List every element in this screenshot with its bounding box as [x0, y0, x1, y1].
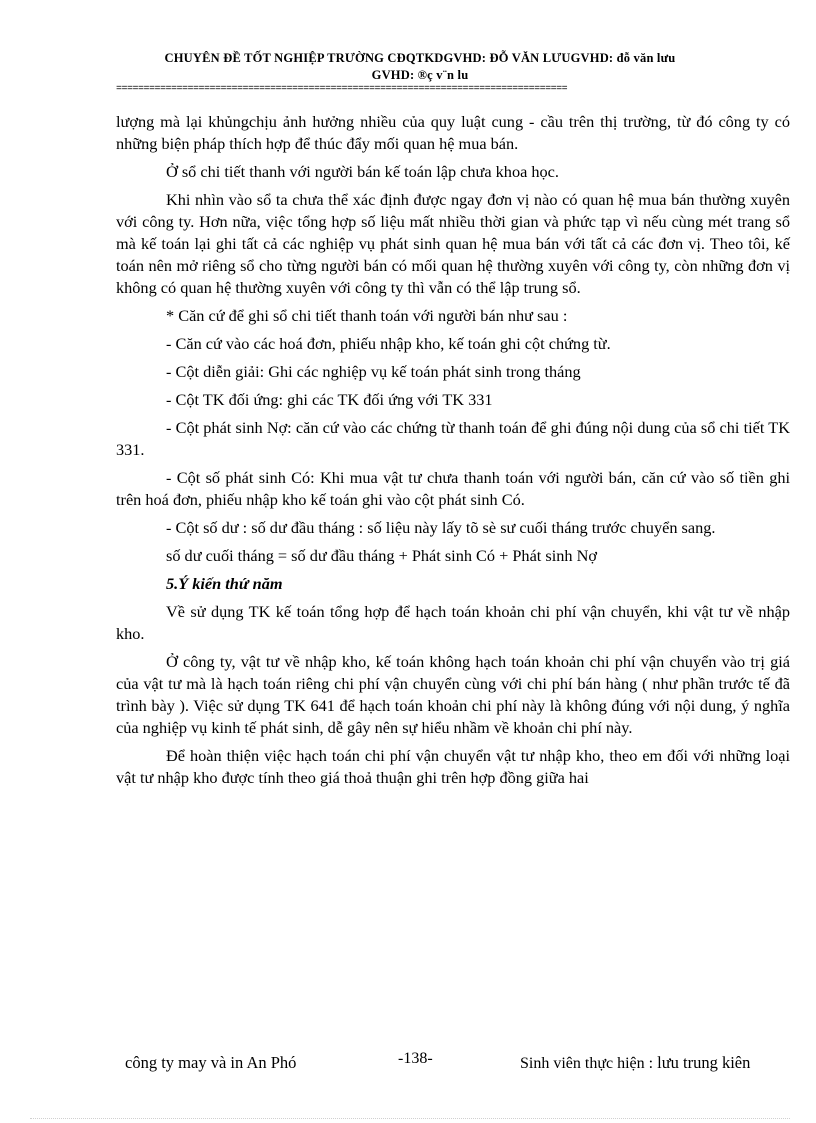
- paragraph: - Cột số dư : số dư đầu tháng : số liệu này lấy tõ sè sư cuối tháng trước chuyển sang.: [166, 518, 716, 537]
- paragraph: Để hoàn thiện việc hạch toán chi phí vận chuyển vật tư nhập kho, theo em đối với những loại vật tư nhập kho được tính theo giá thoả thuận ghi trên hợp đồng giữa hai: [116, 746, 790, 787]
- paragraph: - Cột TK đối ứng: ghi các TK đối ứng với TK 331: [166, 390, 493, 409]
- page-number: -138-: [398, 1050, 433, 1067]
- paragraph: - Căn cứ vào các hoá đơn, phiếu nhập kho, kế toán ghi cột chứng từ.: [166, 334, 611, 353]
- paragraph: lượng mà lại khủngchịu ảnh hưởng nhiều của quy luật cung - cầu trên thị trường, từ đó công ty có những biện pháp thích hợp để thúc đẩy mối quan hệ mua bán.: [116, 112, 790, 153]
- page-bottom-edge: [30, 1118, 790, 1119]
- footer-author-name: lưu trung kiên: [657, 1053, 751, 1072]
- paragraph: Về sử dụng TK kế toán tổng hợp để hạch toán khoản chi phí vận chuyển, khi vật tư về nhập kho.: [116, 602, 790, 643]
- paragraph: - Cột diễn giải: Ghi các nghiệp vụ kế toán phát sinh trong tháng: [166, 362, 581, 381]
- formula-line: số dư cuối tháng = số dư đầu tháng + Phát sinh Có + Phát sinh Nợ: [166, 546, 597, 565]
- header-title: CHUYÊN ĐỀ TỐT NGHIỆP TRƯỜNG CĐQTKDGVHD: ĐỖ VĂN LƯUGVHD: đỗ văn lưu: [164, 51, 676, 65]
- footer-author-label: Sinh viên thực hiện :: [520, 1055, 654, 1072]
- page-footer: [0, 1050, 816, 1077]
- header-supervisor: GVHD: ®ç v¨n lu: [371, 68, 469, 82]
- section-heading: 5.Ý kiến thứ năm: [166, 574, 283, 593]
- paragraph: Khi nhìn vào sổ ta chưa thể xác định được ngay đơn vị nào có quan hệ mua bán thường xuyên với công ty. Hơn nữa, việc tổng hợp số liệu mất nhiều thời gian và phức tạp vì nếu cùng mét trang sổ mà kế toán lại ghi tất cả các nghiệp vụ phát sinh quan hệ mua bán với tất cả các đơn vị. Theo tôi, kế toán nên mở riêng sổ cho từng người bán có mối quan hệ thường xuyên với công ty, còn những đơn vị không có quan hệ thường xuyên với công ty thì vẫn có thể lập trung sổ.: [116, 190, 790, 297]
- paragraph: - Cột phát sinh Nợ: căn cứ vào các chứng từ thanh toán để ghi đúng nội dung của sổ chi tiết TK 331.: [116, 418, 790, 459]
- header-divider: ==================================================================================: [116, 84, 568, 95]
- document-body: [116, 111, 790, 795]
- paragraph: Ở công ty, vật tư về nhập kho, kế toán không hạch toán khoản chi phí vận chuyển vào trị giá của vật tư mà là hạch toán riêng chi phí vận chuyển cùng với chi phí bán hàng ( như phần trước tế đã trình bày ). Việc sử dụng TK 641 để hạch toán khoản chi phí này là không đúng với nội dung, ý nghĩa của nghiệp vụ kinh tế phát sinh, dễ gây nên sự hiểu nhầm về khoản chi phí này.: [116, 652, 790, 737]
- page-header: [100, 50, 740, 84]
- paragraph: * Căn cứ để ghi sổ chi tiết thanh toán với người bán như sau :: [166, 306, 568, 325]
- paragraph: Ở sổ chi tiết thanh với người bán kế toán lập chưa khoa học.: [166, 162, 559, 181]
- footer-author: [520, 1053, 750, 1073]
- paragraph: - Cột số phát sinh Có: Khi mua vật tư chưa thanh toán với người bán, căn cứ vào số tiền ghi trên hoá đơn, phiếu nhập kho kế toán ghi vào cột phát sinh Có.: [116, 468, 790, 509]
- footer-company: công ty may và in An Phó: [125, 1053, 297, 1072]
